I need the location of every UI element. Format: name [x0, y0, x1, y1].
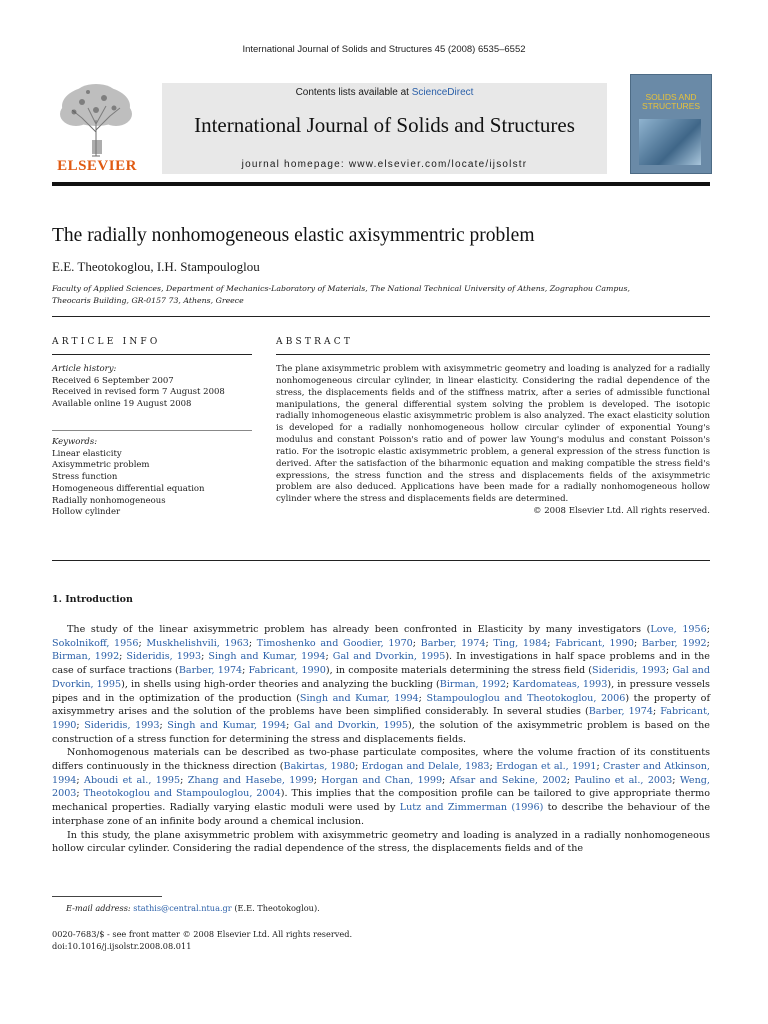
citation-link[interactable]: Theotokoglou and Stampouloglou, 2004	[83, 788, 281, 800]
citation-link[interactable]: Horgan and Chan, 1999	[321, 774, 443, 786]
revised-date: Received in revised form 7 August 2008	[52, 387, 225, 398]
paragraph-text: ;	[706, 624, 710, 635]
contents-prefix: Contents lists available at	[295, 87, 412, 98]
paragraph-text: ;	[489, 761, 497, 773]
citation-link[interactable]: Singh and Kumar, 1994	[167, 719, 287, 731]
introduction-body	[52, 623, 710, 856]
keywords-heading: Keywords:	[52, 437, 98, 447]
paragraph-text: ;	[76, 774, 85, 786]
affiliation-line-2: Theocaris Building, GR-0157 73, Athens, Greece	[52, 296, 244, 305]
paragraph-text: ;	[355, 761, 362, 773]
paragraph-text: ;	[76, 719, 85, 731]
abstract-bottom-rule	[52, 560, 710, 561]
citation-link[interactable]: Kardomateas, 1993	[512, 678, 608, 690]
citation-link[interactable]: Stampouloglou and Theotokoglou, 2006	[426, 692, 626, 704]
paragraph-text: ;	[313, 774, 322, 786]
paragraph-text: ). This implies that the composition profile can be tailored to give appropriate thermo mechanical properties. Radially varying elastic moduli were used by	[52, 788, 710, 814]
paragraph-text: Nonhomogenous materials can be described as two-phase particulate composites, where the volume fraction of its constituents differs continuously in the thickness direction (	[52, 747, 710, 773]
footnote-rule	[52, 896, 162, 897]
citation-link[interactable]: Erdogan et al., 1991	[496, 761, 597, 773]
citation-link[interactable]: Timoshenko and Goodier, 1970	[256, 637, 413, 649]
cover-title	[635, 93, 707, 111]
footnote-author: (E.E. Theotokoglou).	[231, 903, 320, 913]
publisher-wordmark: ELSEVIER	[57, 158, 137, 174]
abstract-label: ABSTRACT	[276, 337, 354, 347]
citation-link[interactable]: Gal and Dvorkin, 1995	[293, 719, 409, 731]
citation-link[interactable]: Sideridis, 1993	[592, 665, 666, 677]
citation-link[interactable]: Singh and Kumar, 1994	[299, 692, 419, 704]
paragraph-text: ), the solution of the axisymmetric problem is based on the construction of a stress function for determining the stress and displacements fields.	[52, 719, 710, 745]
citation-link[interactable]: Lutz and Zimmerman (1996)	[399, 802, 544, 814]
paragraph-text: ;	[119, 651, 127, 663]
article-history	[52, 364, 252, 411]
paragraph-text: ;	[547, 637, 556, 649]
citation-link[interactable]: Gal and Dvorkin, 1995	[332, 651, 446, 663]
citation-link[interactable]: Fabricant, 1990	[52, 706, 710, 731]
citation-link[interactable]: Muskhelishvili, 1963	[146, 637, 249, 649]
paragraph-text: ;	[248, 637, 257, 649]
masthead-rule	[52, 182, 710, 186]
paragraph-text: ;	[672, 774, 680, 786]
citation-link[interactable]: Barber, 1974	[420, 637, 486, 649]
legal-info	[52, 928, 352, 952]
paragraph-text: ), in pressure vessels pipes and in the optimization of the production (	[52, 678, 710, 704]
citation-link[interactable]: Bakirtas, 1980	[283, 761, 356, 773]
citation-link[interactable]: Birman, 1992	[439, 678, 507, 690]
abstract-rule	[276, 354, 710, 355]
citation-link[interactable]: Craster and Atkinson, 1994	[52, 761, 710, 786]
keyword-item: Hollow cylinder	[52, 507, 121, 518]
cover-title-line-2: STRUCTURES	[641, 101, 701, 111]
article-authors: E.E. Theotokoglou, I.H. Stampouloglou	[52, 259, 260, 274]
paragraph-text: ;	[665, 665, 673, 677]
paragraph-text: ;	[412, 637, 421, 649]
paragraph-text: ;	[442, 774, 450, 786]
article-info-rule	[52, 354, 252, 355]
keywords-block	[52, 437, 252, 519]
citation-link[interactable]: Fabricant, 1990	[555, 637, 634, 649]
citation-link[interactable]: Paulino et al., 2003	[574, 774, 673, 786]
paragraph-text: ;	[485, 637, 494, 649]
citation-link[interactable]: Weng, 2003	[52, 774, 710, 800]
paragraph-text: ;	[566, 774, 575, 786]
citation-link[interactable]: Barber, 1974	[588, 706, 653, 718]
intro-paragraph-2	[52, 746, 710, 828]
paragraph-text: ;	[76, 788, 84, 800]
online-date: Available online 19 August 2008	[52, 399, 192, 410]
keyword-item: Homogeneous differential equation	[52, 483, 205, 494]
paragraph-text: ;	[201, 651, 209, 663]
citation-link[interactable]: Erdogan and Delale, 1983	[361, 761, 490, 773]
citation-link[interactable]: Zhang and Hasebe, 1999	[187, 774, 314, 786]
paragraph-text: ;	[652, 706, 661, 718]
intro-paragraph-1	[52, 623, 710, 746]
citation-link[interactable]: Love, 1956	[650, 624, 707, 635]
journal-cover-thumbnail	[630, 74, 712, 174]
sciencedirect-link[interactable]: ScienceDirect	[411, 87, 474, 98]
citation-link[interactable]: Barber, 1992	[641, 637, 707, 649]
citation-link[interactable]: Singh and Kumar, 1994	[208, 651, 326, 663]
journal-name: International Journal of Solids and Structures	[194, 113, 575, 137]
journal-masthead	[52, 80, 710, 180]
journal-banner	[162, 83, 607, 174]
paragraph-text: ;	[159, 719, 168, 731]
article-title: The radially nonhomogeneous elastic axisymmentric problem	[52, 225, 535, 246]
contents-line	[162, 87, 607, 98]
journal-homepage[interactable]: journal homepage: www.elsevier.com/locate/ijsolstr	[241, 159, 528, 170]
keyword-item: Radially nonhomogeneous	[52, 495, 166, 506]
citation-link[interactable]: Afsar and Sekine, 2002	[449, 774, 567, 786]
paragraph-text: ;	[286, 719, 294, 731]
citation-link[interactable]: Ting, 1984	[493, 637, 548, 649]
cover-artwork	[639, 119, 701, 165]
history-heading: Article history:	[52, 364, 117, 374]
paragraph-text: In this study, the plane axisymmetric problem with axisymmetric geometry and loading is analyzed in a radially nonhomogeneous hollow circular cylinder. Considering the radial dependence of the stress, the displacements fields and of the	[52, 829, 710, 855]
elsevier-tree-logo	[52, 80, 140, 176]
paragraph-text: ;	[180, 774, 188, 786]
front-matter-line: 0020-7683/$ - see front matter © 2008 Elsevier Ltd. All rights reserved.	[52, 929, 353, 939]
paragraph-text: ;	[325, 651, 333, 663]
affiliation-line-1: Faculty of Applied Sciences, Department of Mechanics-Laboratory of Materials, The National Technical University of Athens, Zographou Campus,	[52, 284, 630, 293]
author-email-footnote	[66, 903, 320, 913]
paragraph-text: ;	[242, 665, 249, 677]
paragraph-text: The study of the linear axisymmetric problem has already been confronted in Elasticity by many investigators (	[67, 624, 651, 635]
paragraph-text: to describe the behaviour of the interphase zone of an infinite body around a chemical inclusion.	[52, 802, 710, 827]
paragraph-text: ;	[506, 678, 513, 690]
paragraph-text: ;	[138, 637, 147, 649]
received-date: Received 6 September 2007	[52, 375, 174, 386]
citation-link[interactable]: Gal and Dvorkin, 1995	[52, 665, 710, 690]
citation-link[interactable]: Birman, 1992	[52, 651, 120, 663]
author-email-link[interactable]: stathis@central.ntua.gr	[133, 903, 232, 913]
running-head: International Journal of Solids and Structures 45 (2008) 6535–6552	[242, 44, 526, 55]
abstract-copyright: © 2008 Elsevier Ltd. All rights reserved.	[532, 506, 710, 517]
keyword-item: Axisymmetric problem	[52, 460, 150, 471]
citation-link[interactable]: Sideridis, 1993	[126, 651, 202, 663]
paragraph-text: ;	[633, 637, 642, 649]
paragraph-text: ;	[418, 692, 427, 704]
paragraph-text: ), in shells using high-order theories and analyzing the buckling (	[121, 678, 440, 690]
article-info-label: ARTICLE INFO	[52, 337, 161, 347]
section-heading-introduction: 1. Introduction	[52, 594, 133, 605]
header-divider	[52, 316, 710, 317]
cover-title-line-1: SOLIDS AND	[645, 92, 697, 102]
paragraph-text: ;	[706, 637, 710, 649]
abstract-body	[276, 364, 710, 518]
keyword-item: Stress function	[52, 472, 118, 483]
author-affiliation	[52, 283, 702, 307]
paragraph-text: ;	[596, 761, 604, 773]
intro-paragraph-3	[52, 829, 710, 856]
citation-link[interactable]: Fabricant, 1990	[248, 665, 326, 677]
paragraph-text: ), in composite materials determining the stress field (	[325, 665, 593, 677]
paragraph-text: ) the property of axisymmetry arises and the solution of the problems have been simplified considerably. In several studies (	[52, 692, 710, 718]
keyword-item: Linear elasticity	[52, 448, 122, 459]
citation-link[interactable]: Barber, 1974	[178, 665, 243, 677]
citation-link[interactable]: Sokolnikoff, 1956	[52, 637, 139, 649]
abstract-text: The plane axisymmetric problem with axisymmetric geometry and loading is analyzed for a radially nonhomogeneous circular cylinder, in linear elasticity. Considering the radial dependence of the stress, the displacements fields and of the stiffness matrix, after a series of admissible functional manipulations, the general differential system solving the problem is developed. The isotopic radially inhomogeneous elastic axisymmetric problem is also analyzed. The exact elasticity solution is developed for a radially nonhomogeneous hollow circular cylinder of exponential Young's modulus and constant Poisson's ratio and of power law Young's modulus and constant Poisson's ratio. For the isotropic elastic axisymmetric problem, a general expression of the stress function is derived. After the satisfaction of the biharmonic equation and making compatible the stress field's expressions, the stress function and the stress and displacements fields of the axisymmetric problem are also deduced. Applications have been made for a radially nonhomogeneous hollow cylinder where the stress and displacements fields are determined.	[276, 364, 710, 505]
paragraph-text: ). In investigations in half space problems and in the case of surface tractions (	[52, 651, 710, 677]
citation-link[interactable]: Sideridis, 1993	[84, 719, 160, 731]
citation-link[interactable]: Aboudi et al., 1995	[84, 774, 181, 786]
footnote-label: E-mail address:	[66, 903, 134, 913]
keywords-rule	[52, 430, 252, 431]
doi-line: doi:10.1016/j.ijsolstr.2008.08.011	[52, 941, 192, 951]
